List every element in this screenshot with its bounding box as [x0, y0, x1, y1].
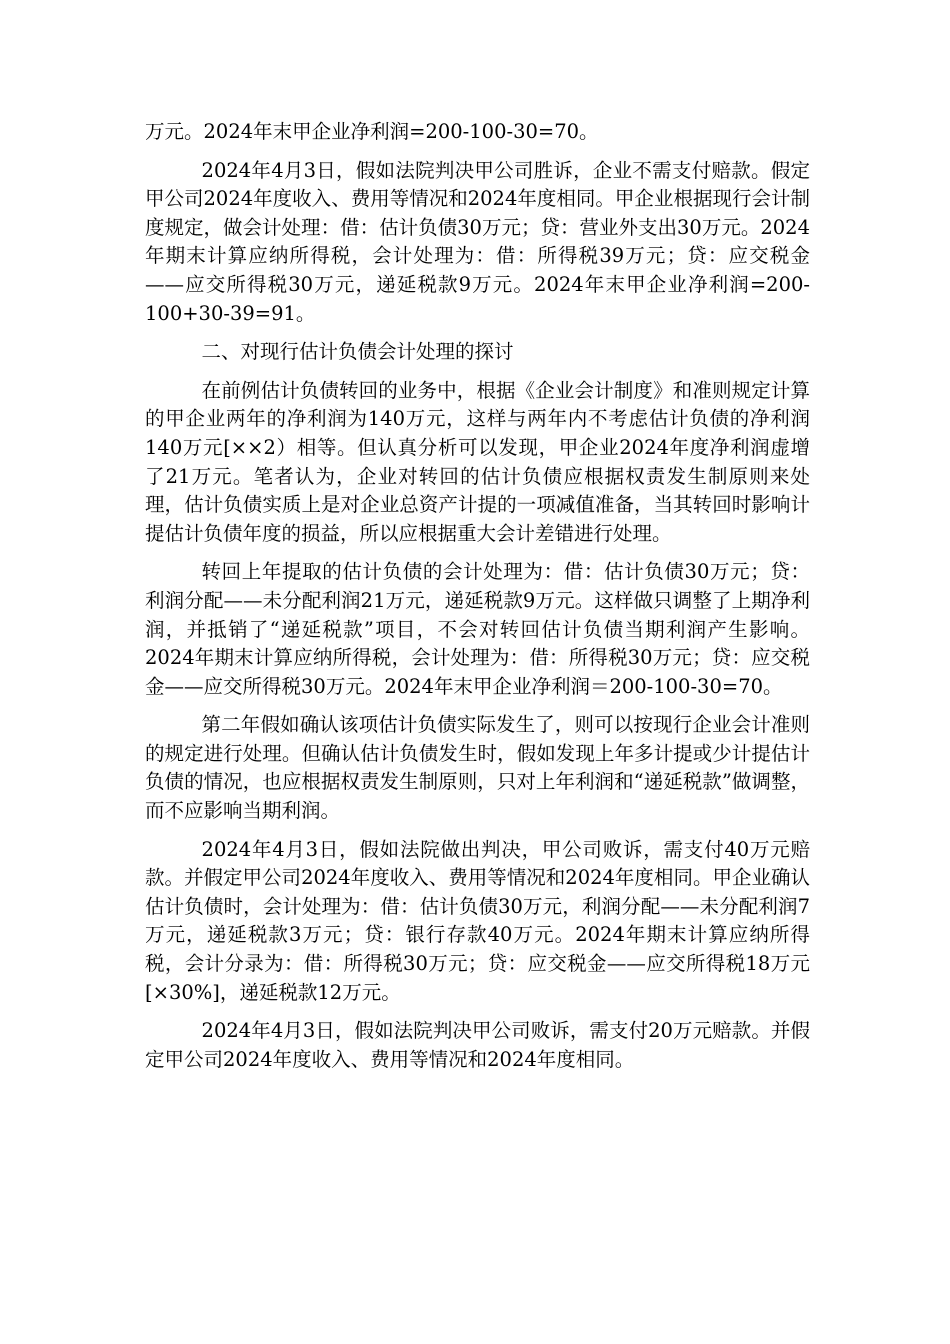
paragraph-continuation: 万元。2024年末甲企业净利润=200-100-30=70。: [145, 120, 599, 143]
paragraph-analysis: 在前例估计负债转回的业务中，根据《企业会计制度》和准则规定计算的甲企业两年的净利润为140万元，这样与两年内不考虑估计负债的净利润140万元[××2）相等。但认真分析可以发现，甲企业2024年度净利润虚增了21万元。笔者认为，企业对转回的估计负债应根据权责发生制原则来处理，估计负债实质上是对企业总资产计提的一项减值准备，当其转回时影响计提估计负债年度的损益，所以应根据重大会计差错进行处理。: [145, 378, 810, 545]
paragraph-reversal-entry: 转回上年提取的估计负债的会计处理为：借：估计负债30万元；贷：利润分配——未分配利润21万元，递延税款9万元。这样做只调整了上期净利润，并抵销了“递延税款”项目，不会对转回估计负债当期利润产生影响。2024年期末计算应纳所得税，会计处理为：借：所得税30万元；贷：应交税金——应交所得税30万元。2024年末甲企业净利润＝200-100-30=70。: [145, 560, 810, 698]
document-body: [145, 118, 810, 1084]
paragraph-lose-20: 2024年4月3日，假如法院判决甲公司败诉，需支付20万元赔款。并假定甲公司2024年度收入、费用等情况和2024年度相同。: [145, 1019, 810, 1071]
paragraph-lose-40: 2024年4月3日，假如法院做出判决，甲公司败诉，需支付40万元赔款。并假定甲公司2024年度收入、费用等情况和2024年度相同。甲企业确认估计负债时，会计处理为：借：估计负债30万元，利润分配——未分配利润7万元，递延税款3万元；贷：银行存款40万元。2024年期末计算应纳所得税，会计分录为：借：所得税30万元；贷：应交税金——应交所得税18万元[×30%]，递延税款12万元。: [145, 837, 810, 1004]
section-heading: 二、对现行估计负债会计处理的探讨: [201, 340, 514, 364]
paragraph-second-year: 第二年假如确认该项估计负债实际发生了，则可以按现行企业会计准则的规定进行处理。但确认估计负债发生时，假如发现上年多计提或少计提估计负债的情况，也应根据权责发生制原则，只对上年利润和“递延税款”做调整，而不应影响当期利润。: [145, 713, 810, 823]
paragraph-win-case: 2024年4月3日，假如法院判决甲公司胜诉，企业不需支付赔款。假定甲公司2024年度收入、费用等情况和2024年度相同。甲企业根据现行会计制度规定，做会计处理：借：估计负债30万元；贷：营业外支出30万元。2024年期末计算应纳所得税，会计处理为：借：所得税39万元；贷：应交税金——应交所得税30万元，递延税款9万元。2024年末甲企业净利润=200-100+30-39=91。: [145, 158, 810, 325]
